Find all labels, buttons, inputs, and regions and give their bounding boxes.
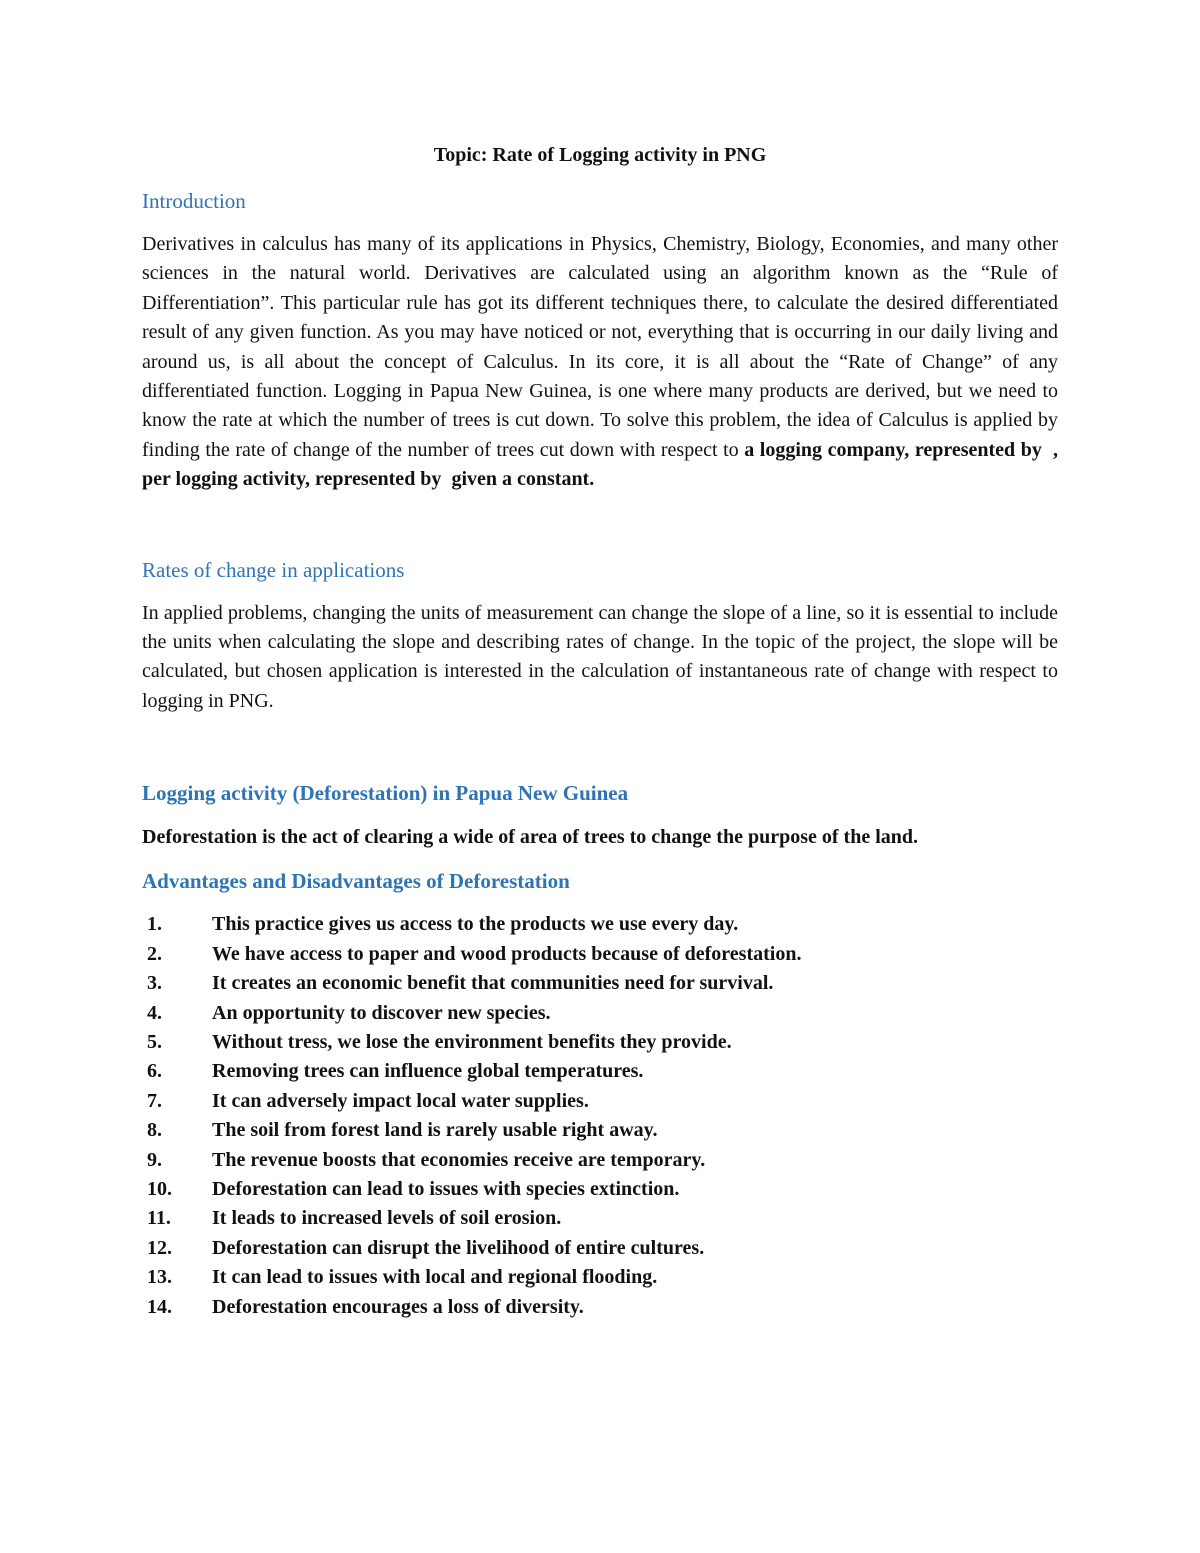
list-item-text: An opportunity to discover new species. — [212, 1001, 551, 1024]
list-item-number: 3. — [147, 972, 162, 995]
list-item-number: 1. — [147, 913, 162, 936]
list-item-text: Deforestation can disrupt the livelihood of entire cultures. — [212, 1236, 705, 1259]
introduction-paragraph — [142, 230, 1058, 495]
list-item-text: This practice gives us access to the products we use every day. — [212, 913, 739, 936]
introduction-bold-2: , per logging activity, represented by — [142, 438, 1059, 491]
list-item-text: The soil from forest land is rarely usable right away. — [212, 1119, 658, 1142]
document-title: Topic: Rate of Logging activity in PNG — [433, 144, 767, 166]
list-item — [142, 1116, 1058, 1145]
list-item-text: Deforestation encourages a loss of diversity. — [212, 1295, 584, 1318]
list-item-number: 7. — [147, 1089, 162, 1112]
list-item-number: 13. — [147, 1266, 172, 1289]
advantages-heading: Advantages and Disadvantages of Deforestation — [142, 869, 570, 894]
list-item-text: It leads to increased levels of soil erosion. — [212, 1207, 562, 1230]
logging-heading: Logging activity (Deforestation) in Papua New Guinea — [142, 781, 629, 806]
introduction-bold-3: given a constant. — [451, 468, 595, 491]
list-item-number: 2. — [147, 942, 162, 965]
list-item — [142, 999, 1058, 1028]
list-item-text: Without tress, we lose the environment benefits they provide. — [212, 1030, 732, 1053]
list-item-number: 5. — [147, 1030, 162, 1053]
list-item-text: Deforestation can lead to issues with species extinction. — [212, 1177, 680, 1200]
introduction-bold-1: a logging company, represented by — [744, 438, 1042, 461]
list-item — [142, 940, 1058, 969]
list-item-number: 4. — [147, 1001, 162, 1024]
deforestation-definition: Deforestation is the act of clearing a wide of area of trees to change the purpose of the land. — [142, 826, 918, 849]
list-item-text: It can lead to issues with local and regional flooding. — [212, 1266, 658, 1289]
introduction-heading: Introduction — [142, 189, 246, 213]
list-item-number: 10. — [147, 1177, 172, 1200]
list-item — [142, 1204, 1058, 1233]
list-item-text: It creates an economic benefit that communities need for survival. — [212, 972, 774, 995]
list-item-text: It can adversely impact local water supplies. — [212, 1089, 589, 1112]
list-item — [142, 1146, 1058, 1175]
list-item — [142, 1087, 1058, 1116]
rates-heading: Rates of change in applications — [142, 557, 405, 582]
document-page — [142, 140, 1058, 1322]
list-item-text: Removing trees can influence global temperatures. — [212, 1060, 644, 1083]
list-item-number: 14. — [147, 1295, 172, 1318]
list-item-number: 12. — [147, 1236, 172, 1259]
list-item — [142, 1028, 1058, 1057]
introduction-text: Derivatives in calculus has many of its applications in Physics, Chemistry, Biology, Economies, and many other sciences in the natural world. Derivatives are calculated using an algorithm known as the “Rule of Differentiation”. This particular rule has got its different techniques there, to calculate the desired differentiated result of any given function. As you may have noticed or not, everything that is occurring in our daily living and around us, is all about the concept of Calculus. In its core, it is all about the “Rate of Change” of any differentiated function. Logging in Papua New Guinea, is one where many products are derived, but we need to know the rate at which the number of trees is cut down. To solve this problem, the idea of Calculus is applied by finding the rate of change of the number of trees cut down with respect to — [142, 233, 1058, 461]
list-item — [142, 1057, 1058, 1086]
list-item-text: The revenue boosts that economies receive are temporary. — [212, 1148, 706, 1171]
list-item — [142, 969, 1058, 998]
rates-paragraph: In applied problems, changing the units of measurement can change the slope of a line, so it is essential to include the units when calculating the slope and describing rates of change. In the topic of the project, the slope will be calculated, but chosen application is interested in the calculation of instantaneous rate of change with respect to logging in PNG. — [142, 601, 1058, 712]
list-item — [142, 1263, 1058, 1292]
list-item — [142, 1175, 1058, 1204]
list-item-number: 9. — [147, 1148, 162, 1171]
list-item — [142, 1234, 1058, 1263]
list-item — [142, 1293, 1058, 1322]
list-item-number: 8. — [147, 1119, 162, 1142]
advantages-list — [142, 910, 1058, 1322]
list-item-number: 11. — [147, 1207, 171, 1230]
list-item — [142, 910, 1058, 939]
list-item-text: We have access to paper and wood products because of deforestation. — [212, 942, 802, 965]
list-item-number: 6. — [147, 1060, 162, 1083]
